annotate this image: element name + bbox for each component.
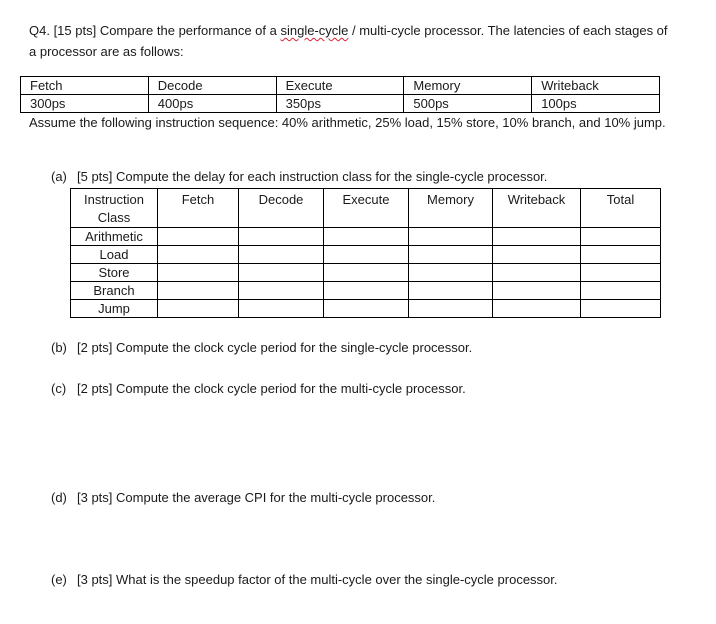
part-a-label: (a) bbox=[51, 169, 67, 184]
delay-table bbox=[70, 188, 661, 318]
part-c-text: [2 pts] Compute the clock cycle period for the multi-cycle processor. bbox=[77, 381, 466, 396]
header-instruction-class: Instruction Class bbox=[71, 189, 158, 228]
empty-cell bbox=[493, 228, 581, 246]
instruction-mix-assumption: Assume the following instruction sequence: 40% arithmetic, 25% load, 15% store, 10% branch, and 10% jump. bbox=[29, 115, 666, 130]
table-row bbox=[71, 246, 661, 264]
part-d bbox=[51, 490, 435, 505]
part-c-label: (c) bbox=[51, 381, 67, 396]
question-intro bbox=[29, 20, 669, 62]
part-b-text: [2 pts] Compute the clock cycle period for the single-cycle processor. bbox=[77, 340, 473, 355]
row-label-store: Store bbox=[71, 264, 158, 282]
table-row bbox=[71, 228, 661, 246]
latency-header-row bbox=[21, 77, 660, 95]
empty-cell bbox=[493, 264, 581, 282]
part-b bbox=[51, 340, 472, 355]
row-label-load: Load bbox=[71, 246, 158, 264]
latency-value-fetch: 300ps bbox=[21, 95, 149, 113]
empty-cell bbox=[324, 228, 409, 246]
empty-cell bbox=[239, 282, 324, 300]
empty-cell bbox=[409, 300, 493, 318]
empty-cell bbox=[324, 300, 409, 318]
empty-cell bbox=[158, 282, 239, 300]
empty-cell bbox=[581, 228, 661, 246]
empty-cell bbox=[324, 246, 409, 264]
empty-cell bbox=[158, 228, 239, 246]
part-e-text: [3 pts] What is the speedup factor of the multi-cycle over the single-cycle processor. bbox=[77, 572, 558, 587]
empty-cell bbox=[581, 264, 661, 282]
latency-stage-decode: Decode bbox=[148, 77, 276, 95]
latency-stage-execute: Execute bbox=[276, 77, 404, 95]
latency-stage-memory: Memory bbox=[404, 77, 532, 95]
header-fetch: Fetch bbox=[158, 189, 239, 228]
latency-value-writeback: 100ps bbox=[532, 95, 660, 113]
question-prefix: Q4. [15 pts] Compare the performance of a bbox=[29, 23, 281, 38]
header-writeback: Writeback bbox=[493, 189, 581, 228]
header-decode: Decode bbox=[239, 189, 324, 228]
question-suffix: / multi-cycle processor. The latencies of each stages of a processor are as follows: bbox=[29, 23, 668, 59]
empty-cell bbox=[581, 300, 661, 318]
header-memory: Memory bbox=[409, 189, 493, 228]
part-c bbox=[51, 381, 466, 396]
row-label-branch: Branch bbox=[71, 282, 158, 300]
empty-cell bbox=[239, 300, 324, 318]
empty-cell bbox=[409, 282, 493, 300]
row-label-jump: Jump bbox=[71, 300, 158, 318]
empty-cell bbox=[493, 282, 581, 300]
row-label-arithmetic: Arithmetic bbox=[71, 228, 158, 246]
header-execute: Execute bbox=[324, 189, 409, 228]
empty-cell bbox=[239, 264, 324, 282]
empty-cell bbox=[493, 246, 581, 264]
empty-cell bbox=[409, 228, 493, 246]
delay-header-row bbox=[71, 189, 661, 228]
empty-cell bbox=[158, 246, 239, 264]
empty-cell bbox=[324, 264, 409, 282]
part-e bbox=[51, 572, 558, 587]
empty-cell bbox=[493, 300, 581, 318]
empty-cell bbox=[581, 246, 661, 264]
part-a-text: [5 pts] Compute the delay for each instruction class for the single-cycle processor. bbox=[77, 169, 548, 184]
header-total: Total bbox=[581, 189, 661, 228]
part-e-label: (e) bbox=[51, 572, 67, 587]
empty-cell bbox=[239, 246, 324, 264]
table-row bbox=[71, 300, 661, 318]
latency-stage-writeback: Writeback bbox=[532, 77, 660, 95]
latency-stage-fetch: Fetch bbox=[21, 77, 149, 95]
table-row bbox=[71, 282, 661, 300]
part-d-text: [3 pts] Compute the average CPI for the multi-cycle processor. bbox=[77, 490, 436, 505]
part-b-label: (b) bbox=[51, 340, 67, 355]
empty-cell bbox=[239, 228, 324, 246]
latency-value-execute: 350ps bbox=[276, 95, 404, 113]
empty-cell bbox=[581, 282, 661, 300]
part-d-label: (d) bbox=[51, 490, 67, 505]
spellcheck-underlined-word: single-cycle bbox=[280, 23, 349, 38]
part-a bbox=[51, 169, 547, 184]
empty-cell bbox=[158, 300, 239, 318]
empty-cell bbox=[409, 264, 493, 282]
empty-cell bbox=[324, 282, 409, 300]
latency-table bbox=[20, 76, 660, 113]
empty-cell bbox=[158, 264, 239, 282]
latency-value-row bbox=[21, 95, 660, 113]
latency-value-decode: 400ps bbox=[148, 95, 276, 113]
empty-cell bbox=[409, 246, 493, 264]
table-row bbox=[71, 264, 661, 282]
latency-value-memory: 500ps bbox=[404, 95, 532, 113]
